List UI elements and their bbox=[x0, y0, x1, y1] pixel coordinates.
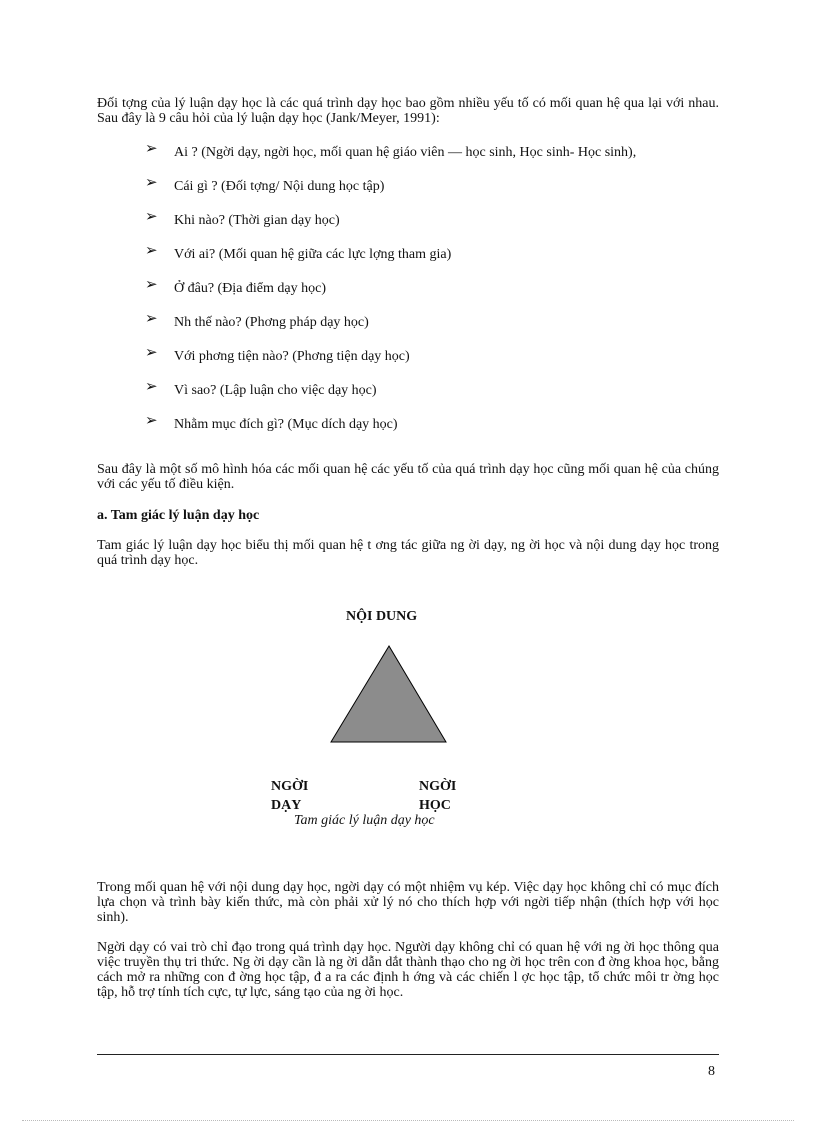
arrow-bullet-icon: ➢ bbox=[145, 139, 158, 157]
question-text: Cái gì ? (Đối tợng/ Nội dung học tập) bbox=[174, 179, 385, 194]
question-text: Nh thế nào? (Phơng pháp dạy học) bbox=[174, 315, 369, 330]
diagram-caption: Tam giác lý luận dạy học bbox=[294, 813, 435, 828]
arrow-bullet-icon: ➢ bbox=[145, 377, 158, 395]
diagram-right-label: NGỜI HỌC bbox=[419, 779, 457, 813]
arrow-bullet-icon: ➢ bbox=[145, 173, 158, 191]
arrow-bullet-icon: ➢ bbox=[145, 309, 158, 327]
question-text: Ai ? (Ngời dạy, ngời học, mối quan hệ giáo viên — học sinh, Học sinh- Học sinh), bbox=[174, 145, 637, 160]
didactic-triangle bbox=[329, 644, 449, 744]
question-text: Với phơng tiện nào? (Phơng tiện dạy học) bbox=[174, 349, 410, 364]
list-item bbox=[145, 207, 721, 228]
diagram-top-label: NỘI DUNG bbox=[346, 609, 418, 624]
question-text: Với ai? (Mối quan hệ giữa các lực lợng tham gia) bbox=[174, 247, 452, 262]
arrow-bullet-icon: ➢ bbox=[145, 343, 158, 361]
list-item bbox=[145, 275, 721, 296]
section-paragraph: Tam giác lý luận dạy học biểu thị mối quan hệ t ơng tác giữa ng ời dạy, ng ời học và nội dung dạy học trong quá trình dạy học. bbox=[97, 538, 719, 568]
list-item bbox=[145, 343, 721, 364]
question-list bbox=[145, 139, 721, 452]
section-heading: a. Tam giác lý luận dạy học bbox=[97, 508, 260, 523]
triangle-shape bbox=[331, 646, 446, 742]
question-text: Ở đâu? (Địa điểm dạy học) bbox=[174, 281, 326, 296]
question-text: Vì sao? (Lập luận cho việc dạy học) bbox=[174, 383, 377, 398]
intro-paragraph: Đối tợng của lý luận dạy học là các quá trình dạy học bao gồm nhiều yếu tố có mối quan hệ qua lại với nhau. Sau đây là 9 câu hỏi của lý luận dạy học (Jank/Meyer, 1991): bbox=[97, 96, 719, 126]
arrow-bullet-icon: ➢ bbox=[145, 241, 158, 259]
list-item bbox=[145, 173, 721, 194]
list-item bbox=[145, 377, 721, 398]
page-bottom-edge bbox=[22, 1120, 794, 1121]
page-number: 8 bbox=[708, 1064, 715, 1079]
teacher-task-paragraph: Trong mối quan hệ với nội dung dạy học, ngời dạy có một nhiệm vụ kép. Việc dạy học không chỉ có mục đích lựa chọn và trình bày kiến thức, mà còn phải xử lý nó cho thích hợp với ngời tiếp nhận (thích hợp với học sinh). bbox=[97, 880, 719, 925]
list-item bbox=[145, 411, 721, 432]
question-text: Khi nào? (Thời gian dạy học) bbox=[174, 213, 340, 228]
question-text: Nhằm mục đích gì? (Mục dích dạy học) bbox=[174, 417, 398, 432]
arrow-bullet-icon: ➢ bbox=[145, 411, 158, 429]
arrow-bullet-icon: ➢ bbox=[145, 207, 158, 225]
list-item bbox=[145, 309, 721, 330]
arrow-bullet-icon: ➢ bbox=[145, 275, 158, 293]
footer-rule bbox=[97, 1054, 719, 1055]
teacher-role-paragraph: Ngời dạy có vai trò chỉ đạo trong quá trình dạy học. Người dạy không chỉ có quan hệ với ng ời học thông qua việc truyền thụ tri thức. Ng ời dạy cần là ng ời dẫn dắt thành thạo cho ng ời học trên con đ ờng khoa học, bằng cách mở ra những con đ ờng học tập, đ a ra các định h ớng và các chiến l ợc học tập, tổ chức môi tr ờng học tập, hỗ trợ tính tích cực, tự lực, sáng tạo của ng ời học. bbox=[97, 940, 719, 1000]
diagram-left-label: NGỜI DẠY bbox=[271, 779, 309, 813]
list-item bbox=[145, 241, 721, 262]
models-paragraph: Sau đây là một số mô hình hóa các mối quan hệ các yếu tố của quá trình dạy học cũng mối quan hệ của chúng với các yếu tố điều kiện. bbox=[97, 462, 719, 492]
list-item bbox=[145, 139, 721, 160]
